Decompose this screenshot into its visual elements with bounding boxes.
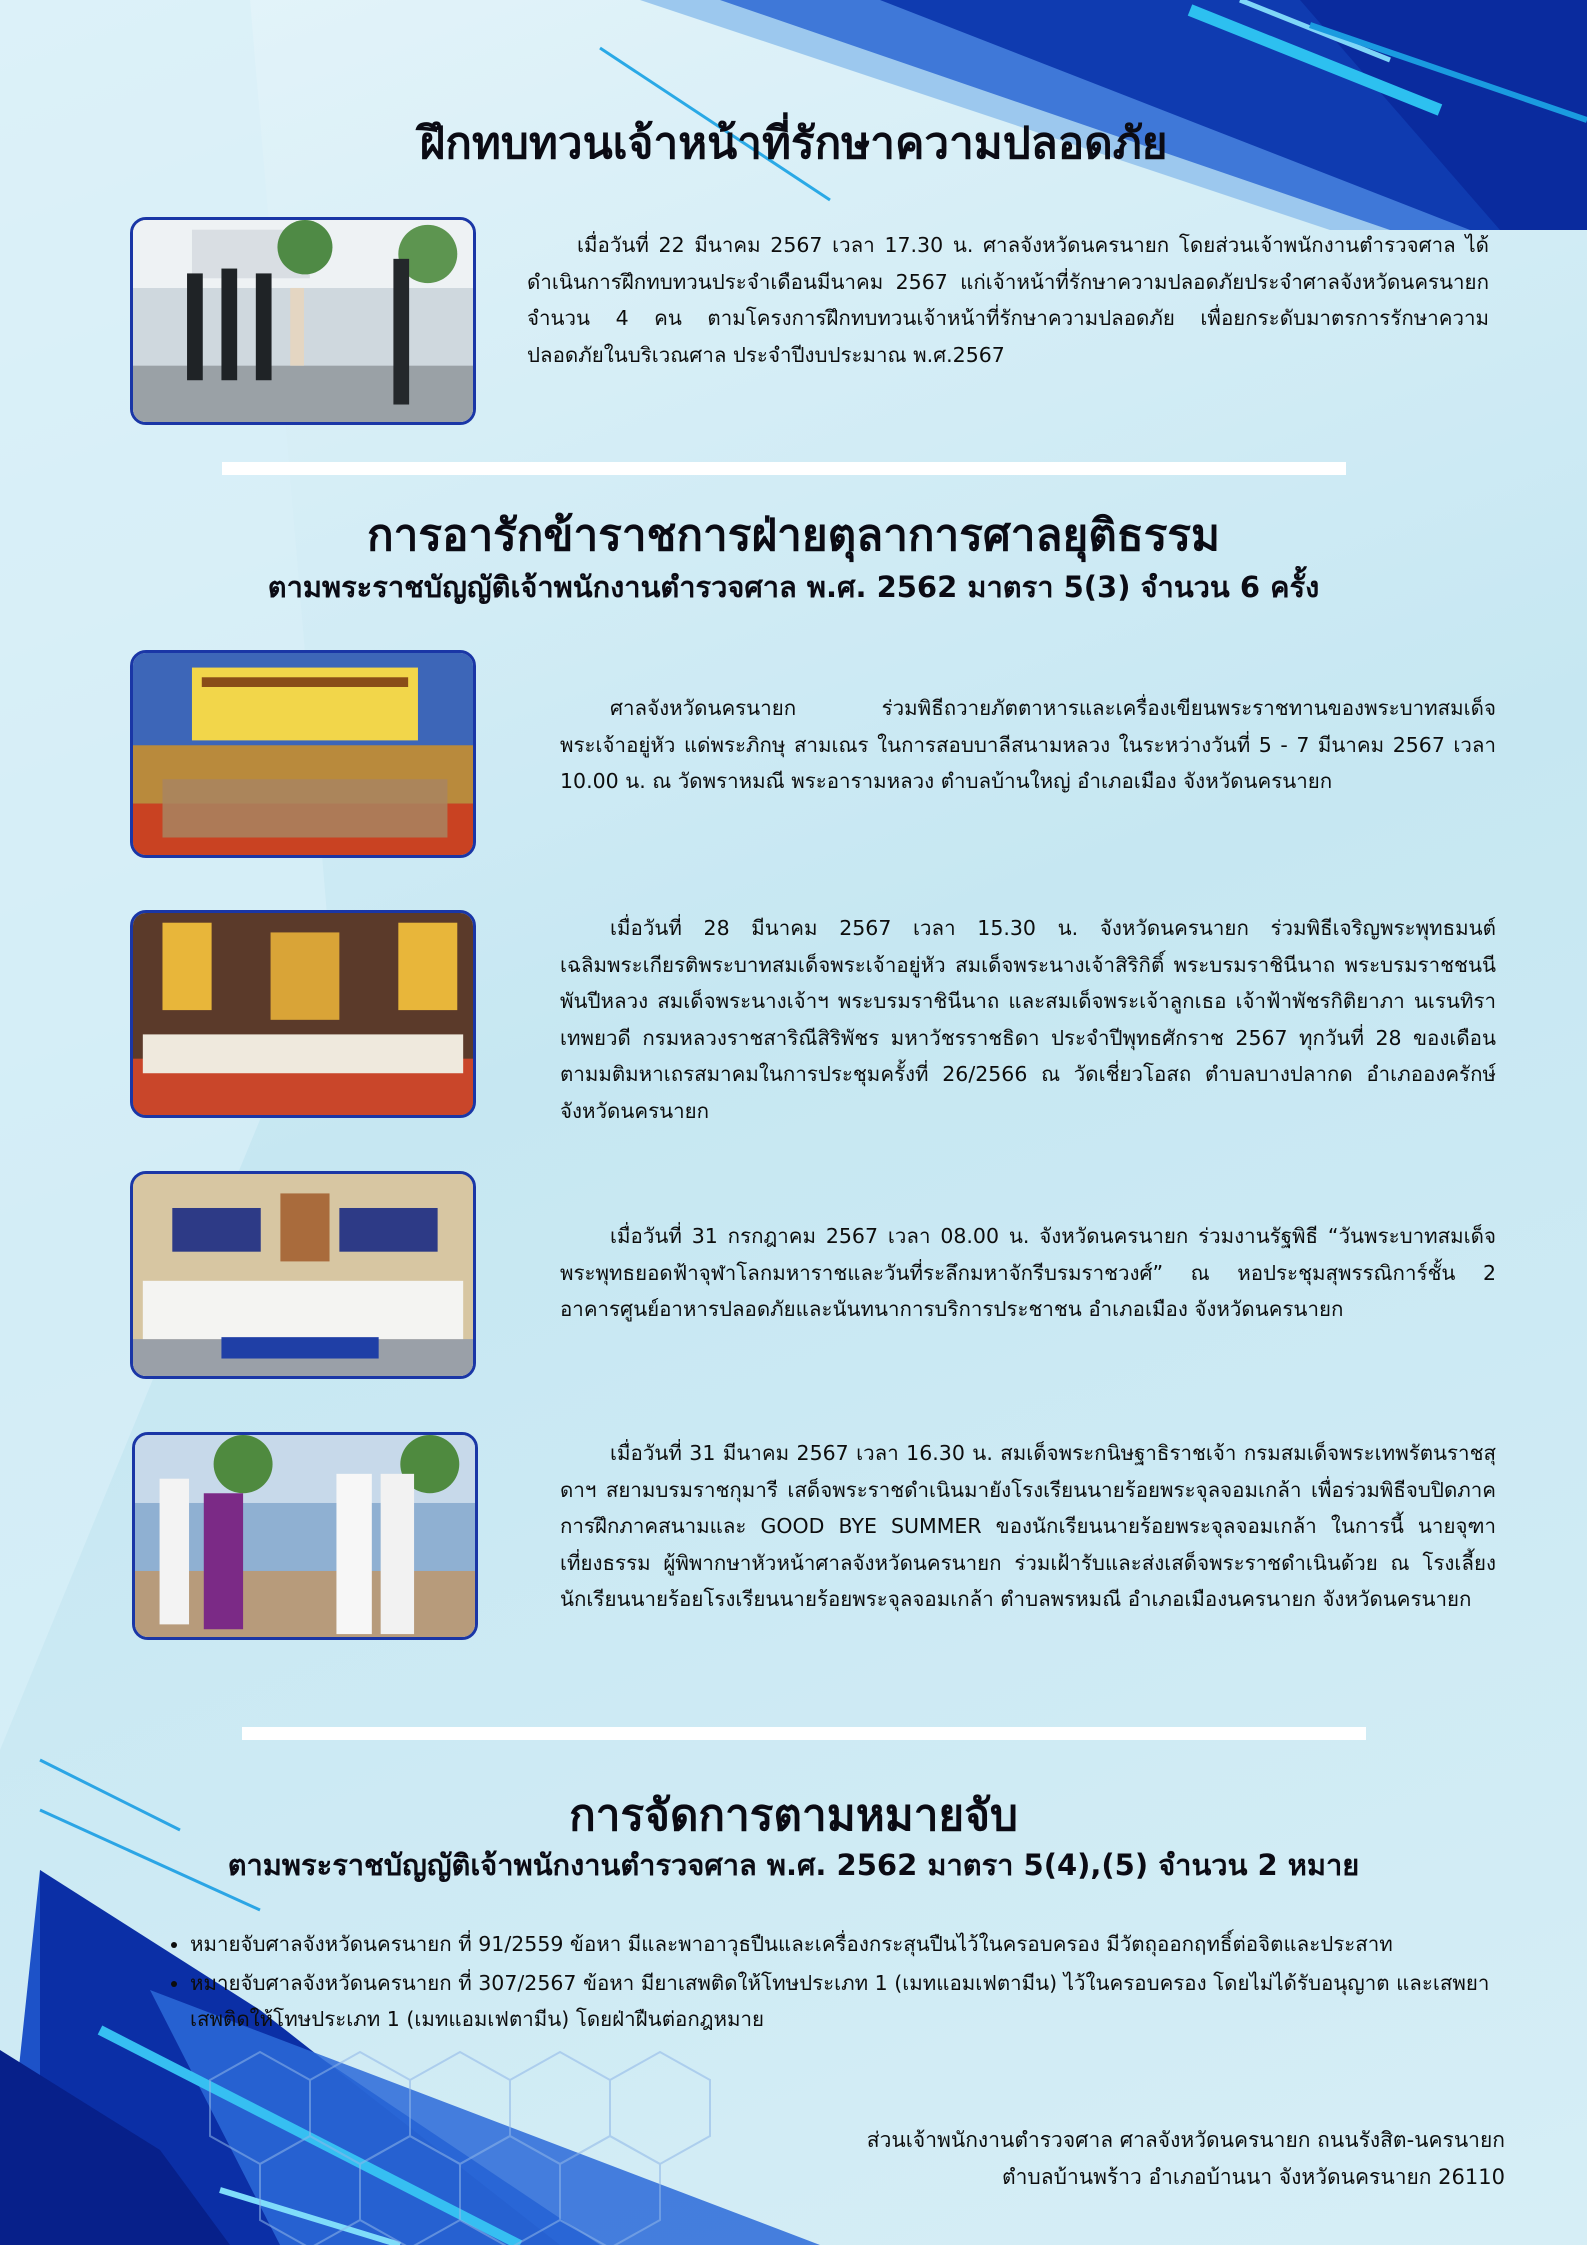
section2-subtitle: ตามพระราชบัญญัติเจ้าพนักงานตำรวจศาล พ.ศ. 2562 มาตรา 5(3) จำนวน 6 ครั้ง <box>267 570 1320 604</box>
section-divider <box>222 462 1346 475</box>
warrant-item: • หมายจับศาลจังหวัดนครนายก ที่ 91/2559 ข้อหา มีและพาอาวุธปืนและเครื่องกระสุนปืนไว้ในครอบครอง มีวัตถุออกฤทธิ์ต่อจิตและประสาท <box>190 1926 1520 1963</box>
event-photo-state-ceremony <box>130 1171 476 1379</box>
event-photo-buddhist-chanting <box>130 910 476 1118</box>
event-text-2: เมื่อวันที่ 28 มีนาคม 2567 เวลา 15.30 น. จังหวัดนครนายก ร่วมพิธีเจริญพระพุทธมนต์เฉลิมพระเกียรติพระบาทสมเด็จพระเจ้าอยู่หัว สมเด็จพระนางเจ้าสิริกิติ์ พระบรมราชินีนาถ พระบรมราชชนนีพันปีหลวง สมเด็จพระนางเจ้าฯ พระบรมราชินีนาถ และสมเด็จพระเจ้าลูกเธอ เจ้าฟ้าพัชรกิติยาภา นเรนทิราเทพยวดี กรมหลวงราชสาริณีสิริพัชร มหาวัชรราชธิดา ประจำปีพุทธศักราช 2567 ทุกวันที่ 28 ของเดือน ตามมติมหาเถรสมาคมในการประชุมครั้งที่ 26/2566 ณ วัดเชี่ยวโอสถ ตำบลบางปลากด อำเภอองครักษ์ จังหวัดนครนายก <box>560 916 1496 1123</box>
address-line-1: ส่วนเจ้าพนักงานตำรวจศาล ศาลจังหวัดนครนายก ถนนรังสิต-นครนายก <box>866 2128 1505 2152</box>
warrant-list <box>160 1926 1520 2040</box>
event-text-4: เมื่อวันที่ 31 มีนาคม 2567 เวลา 16.30 น. สมเด็จพระกนิษฐาธิราชเจ้า กรมสมเด็จพระเทพรัตนราชสุดาฯ สยามบรมราชกุมารี เสด็จพระราชดำเนินมายังโรงเรียนนายร้อยพระจุลจอมเกล้า เพื่อร่วมพิธีจบปิดภาคการฝึกภาคสนามและ GOOD BYE SUMMER ของนักเรียนนายร้อยพระจุลจอมเกล้า ในการนี้ นายจุฑา เที่ยงธรรม ผู้พิพากษาหัวหน้าศาลจังหวัดนครนายก ร่วมเฝ้ารับและส่งเสด็จพระราชดำเนินด้วย ณ โรงเลี้ยงนักเรียนนายร้อยโรงเรียนนายร้อยพระจุลจอมเกล้า ตำบลพรหมณี อำเภอเมืองนครนายก จังหวัดนครนายก <box>560 1441 1496 1611</box>
section1-title: ฝึกทบทวนเจ้าหน้าที่รักษาความปลอดภัย <box>419 118 1168 169</box>
warrant-item: • หมายจับศาลจังหวัดนครนายก ที่ 307/2567 ข้อหา มียาเสพติดให้โทษประเภท 1 (เมทแอมเฟตามีน) ไว้ในครอบครอง โดยไม่ได้รับอนุญาต และเสพยาเสพติดให้โทษประเภท 1 (เมทแอมเฟตามีน) โดยฝ่าฝืนต่อกฎหมาย <box>190 1965 1520 2038</box>
event-text-3: เมื่อวันที่ 31 กรกฎาคม 2567 เวลา 08.00 น. จังหวัดนครนายก ร่วมงานรัฐพิธี “วันพระบาทสมเด็จพระพุทธยอดฟ้าจุฬาโลกมหาราชและวันที่ระลึกมหาจักรีบรมราชวงศ์” ณ หอประชุมสุพรรณิการ์ชั้น 2 อาคารศูนย์อาหารปลอดภัยและนันทนาการบริการประชาชน อำเภอเมือง จังหวัดนครนายก <box>560 1224 1496 1321</box>
address-line-2: ตำบลบ้านพร้าว อำเภอบ้านนา จังหวัดนครนายก 26110 <box>1002 2165 1505 2189</box>
section3-title: การจัดการตามหมายจับ <box>569 1790 1018 1841</box>
event-photo-ceremony-offering <box>130 650 476 858</box>
event-text-1: ศาลจังหวัดนครนายก ร่วมพิธีถวายภัตตาหารและเครื่องเขียนพระราชทานของพระบาทสมเด็จพระเจ้าอยู่หัว แด่พระภิกษุ สามเณร ในการสอบบาลีสนามหลวง ในระหว่างวันที่ 5 - 7 มีนาคม 2567 เวลา 10.00 น. ณ วัดพราหมณี พระอารามหลวง ตำบลบ้านใหญ่ อำเภอเมือง จังหวัดนครนายก <box>560 696 1496 793</box>
section1-paragraph: เมื่อวันที่ 22 มีนาคม 2567 เวลา 17.30 น. ศาลจังหวัดนครนายก โดยส่วนเจ้าพนักงานตำรวจศาล ได้ดำเนินการฝึกทบทวนประจำเดือนมีนาคม 2567 แก่เจ้าหน้าที่รักษาความปลอดภัยประจำศาลจังหวัดนครนายก จำนวน 4 คน ตามโครงการฝึกทบทวนเจ้าหน้าที่รักษาความปลอดภัย เพื่อยกระดับมาตรการรักษาความปลอดภัยในบริเวณศาล ประจำปีงบประมาณ พ.ศ.2567 <box>527 233 1489 367</box>
footer-address <box>867 2122 1505 2196</box>
section3-subtitle: ตามพระราชบัญญัติเจ้าพนักงานตำรวจศาล พ.ศ. 2562 มาตรา 5(4),(5) จำนวน 2 หมาย <box>227 1848 1360 1882</box>
section-divider <box>242 1727 1366 1740</box>
event-photo-royal-visit <box>132 1432 478 1640</box>
section2-title: การอารักข้าราชการฝ่ายตุลาการศาลยุติธรรม <box>367 510 1220 561</box>
security-training-photo <box>130 217 476 425</box>
